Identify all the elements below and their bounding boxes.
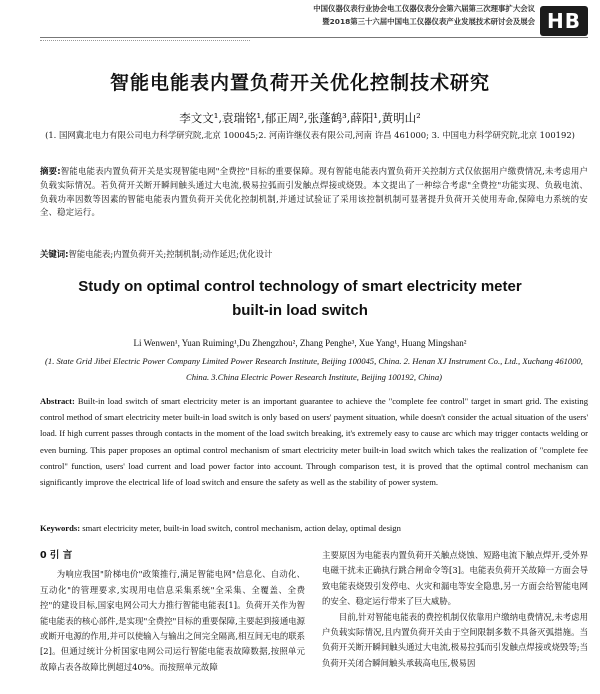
paper-title-en: [0, 275, 600, 323]
abstract-en-label: Abstract:: [40, 396, 75, 406]
keywords-cn: [40, 248, 588, 261]
header-rule: [40, 37, 588, 38]
keywords-cn-label: 关键词:: [40, 249, 69, 259]
body-column-right: [322, 548, 588, 671]
keywords-en-label: Keywords:: [40, 523, 81, 533]
keywords-en: [40, 522, 588, 535]
abstract-cn-text: 智能电能表内置负荷开关是实现智能电网"全费控"目标的重要保障。现有智能电能表内置负荷开关控制方式仅依据用户缴费情况,未考虑用户负载实际情况。若负荷开关断开瞬间触头通过大电流,极易拉弧而引发触点焊接或烧毁。本文提出了一种综合考虑"全费控"功能实现、负载电流、负载功率因数等因素的智能电能表内置负荷开关优化控制机制,并通过试验证了采用该控制机制可显著提升负荷开关使用寿命,保障电力系统的安全、稳定运行。: [40, 166, 588, 218]
intro-paragraph-2: 目前,针对智能电能表的费控机制仅依靠用户缴纳电费情况,未考虑用户负载实际情况,且内置负荷开关由于空间限制多数不具备灭弧措施。当负荷开关断开瞬间触头通过大电流,极易拉弧而引发触点焊接或烧毁等;当负荷开关闭合瞬间触头承载高电压,极易因: [322, 611, 588, 668]
intro-paragraph-1: 为响应我国"阶梯电价"政策推行,满足智能电网"信息化、自动化、互动化"的管理要求,实现用电信息采集系统"全采集、全覆盖、全费控"的建设目标,国家电网公司大力推行智能电能表[1]。负荷开关作为智能电能表的核心部件,是实现"全费控"目标的重要保障,主要起到接通电源或断开电源的作用,并可以使输入与输出之间完全隔离,相互间无电的联系[2]。但通过统计分析国家电网公司运行智能电能表故障数据,按照单元故障占表各故障比例超过40%。而按照单元故障: [40, 569, 305, 672]
paper-title-cn: 智能电能表内置负荷开关优化控制技术研究: [109, 72, 490, 94]
conference-logo: HB: [540, 6, 588, 36]
body-column-left: [40, 548, 305, 675]
abstract-cn: [40, 165, 588, 220]
section-heading-introduction: 0 引 言: [40, 550, 73, 561]
intro-paragraph-1-cont: 主要原因为电能表内置负荷开关触点烧蚀、短路电流下触点焊开,受外界电磁干扰未正确执行跳合闸命令等[3]。电能表负荷开关故障一方面会导致电能表烧毁引发停电、火灾和漏电等安全隐患,另一方面会给智能电网的安全、稳定运行带来了巨大威胁。: [322, 550, 588, 607]
conference-header: [150, 2, 535, 28]
authors-en: Li Wenwen¹, Yuan Ruiming¹,Du Zhengzhou², Zhang Penghe³, Xue Yang¹, Huang Mingshan²: [133, 338, 467, 348]
affiliations-en: (1. State Grid Jibei Electric Power Company Limited Power Research Institute, Beijing 100045, China. 2. Henan XJ Instrument Co., Ltd., Xuchang 461000, China. 3.China Electric Power Research Institute, Beijing 100192, China): [45, 356, 583, 382]
abstract-en: [40, 393, 588, 490]
affiliations-cn: (1. 国网冀北电力有限公司电力科学研究院,北京 100045;2. 河南许继仪表有限公司,河南 许昌 461000; 3. 中国电力科学研究院,北京 100192): [45, 130, 575, 140]
header-rule-dotted: [40, 40, 250, 41]
keywords-en-text: smart electricity meter, built-in load switch, control mechanism, action delay, optimal design: [80, 523, 401, 533]
paper-title-en-line-1: Study on optimal control technology of smart electricity meter: [78, 278, 522, 295]
abstract-cn-label: 摘要:: [40, 166, 61, 176]
paper-title-en-line-2: built-in load switch: [232, 302, 368, 319]
abstract-en-text: Built-in load switch of smart electricity meter is an important guarantee to achieve the "complete fee control" target in smart grid. The existing control method of smart electricity meter built-in load switch is only based on users' payment situation, while doesn't consider the actual situation of the users' load. If high current passes through contacts in the moment of the load switch breaking, it's extremely easy to cause arc which may trigger contacts welding or even burning. This paper proposes an optimal control mechanism of smart electricity meter built-in load switch which takes the realization of "complete fee control" function, users' load current and load power factor into account. Through comparison test, it is proved that the optimal control mechanism can significantly improve the electrical life of load switch and ensure the safety as well as the stability of power system.: [40, 396, 588, 488]
header-line-2: 暨2018第三十六届中国电工仪器仪表产业发展技术研讨会及展会: [322, 17, 535, 26]
authors-cn: 李文文¹,袁瑞铭¹,郁正周²,张蓬鹤³,薛阳¹,黄明山²: [179, 111, 421, 125]
header-line-1: 中国仪器仪表行业协会电工仪器仪表分会第六届第三次理事扩大会议: [313, 4, 535, 13]
keywords-cn-text: 智能电能表;内置负荷开关;控制机制;动作延迟;优化设计: [68, 249, 273, 259]
